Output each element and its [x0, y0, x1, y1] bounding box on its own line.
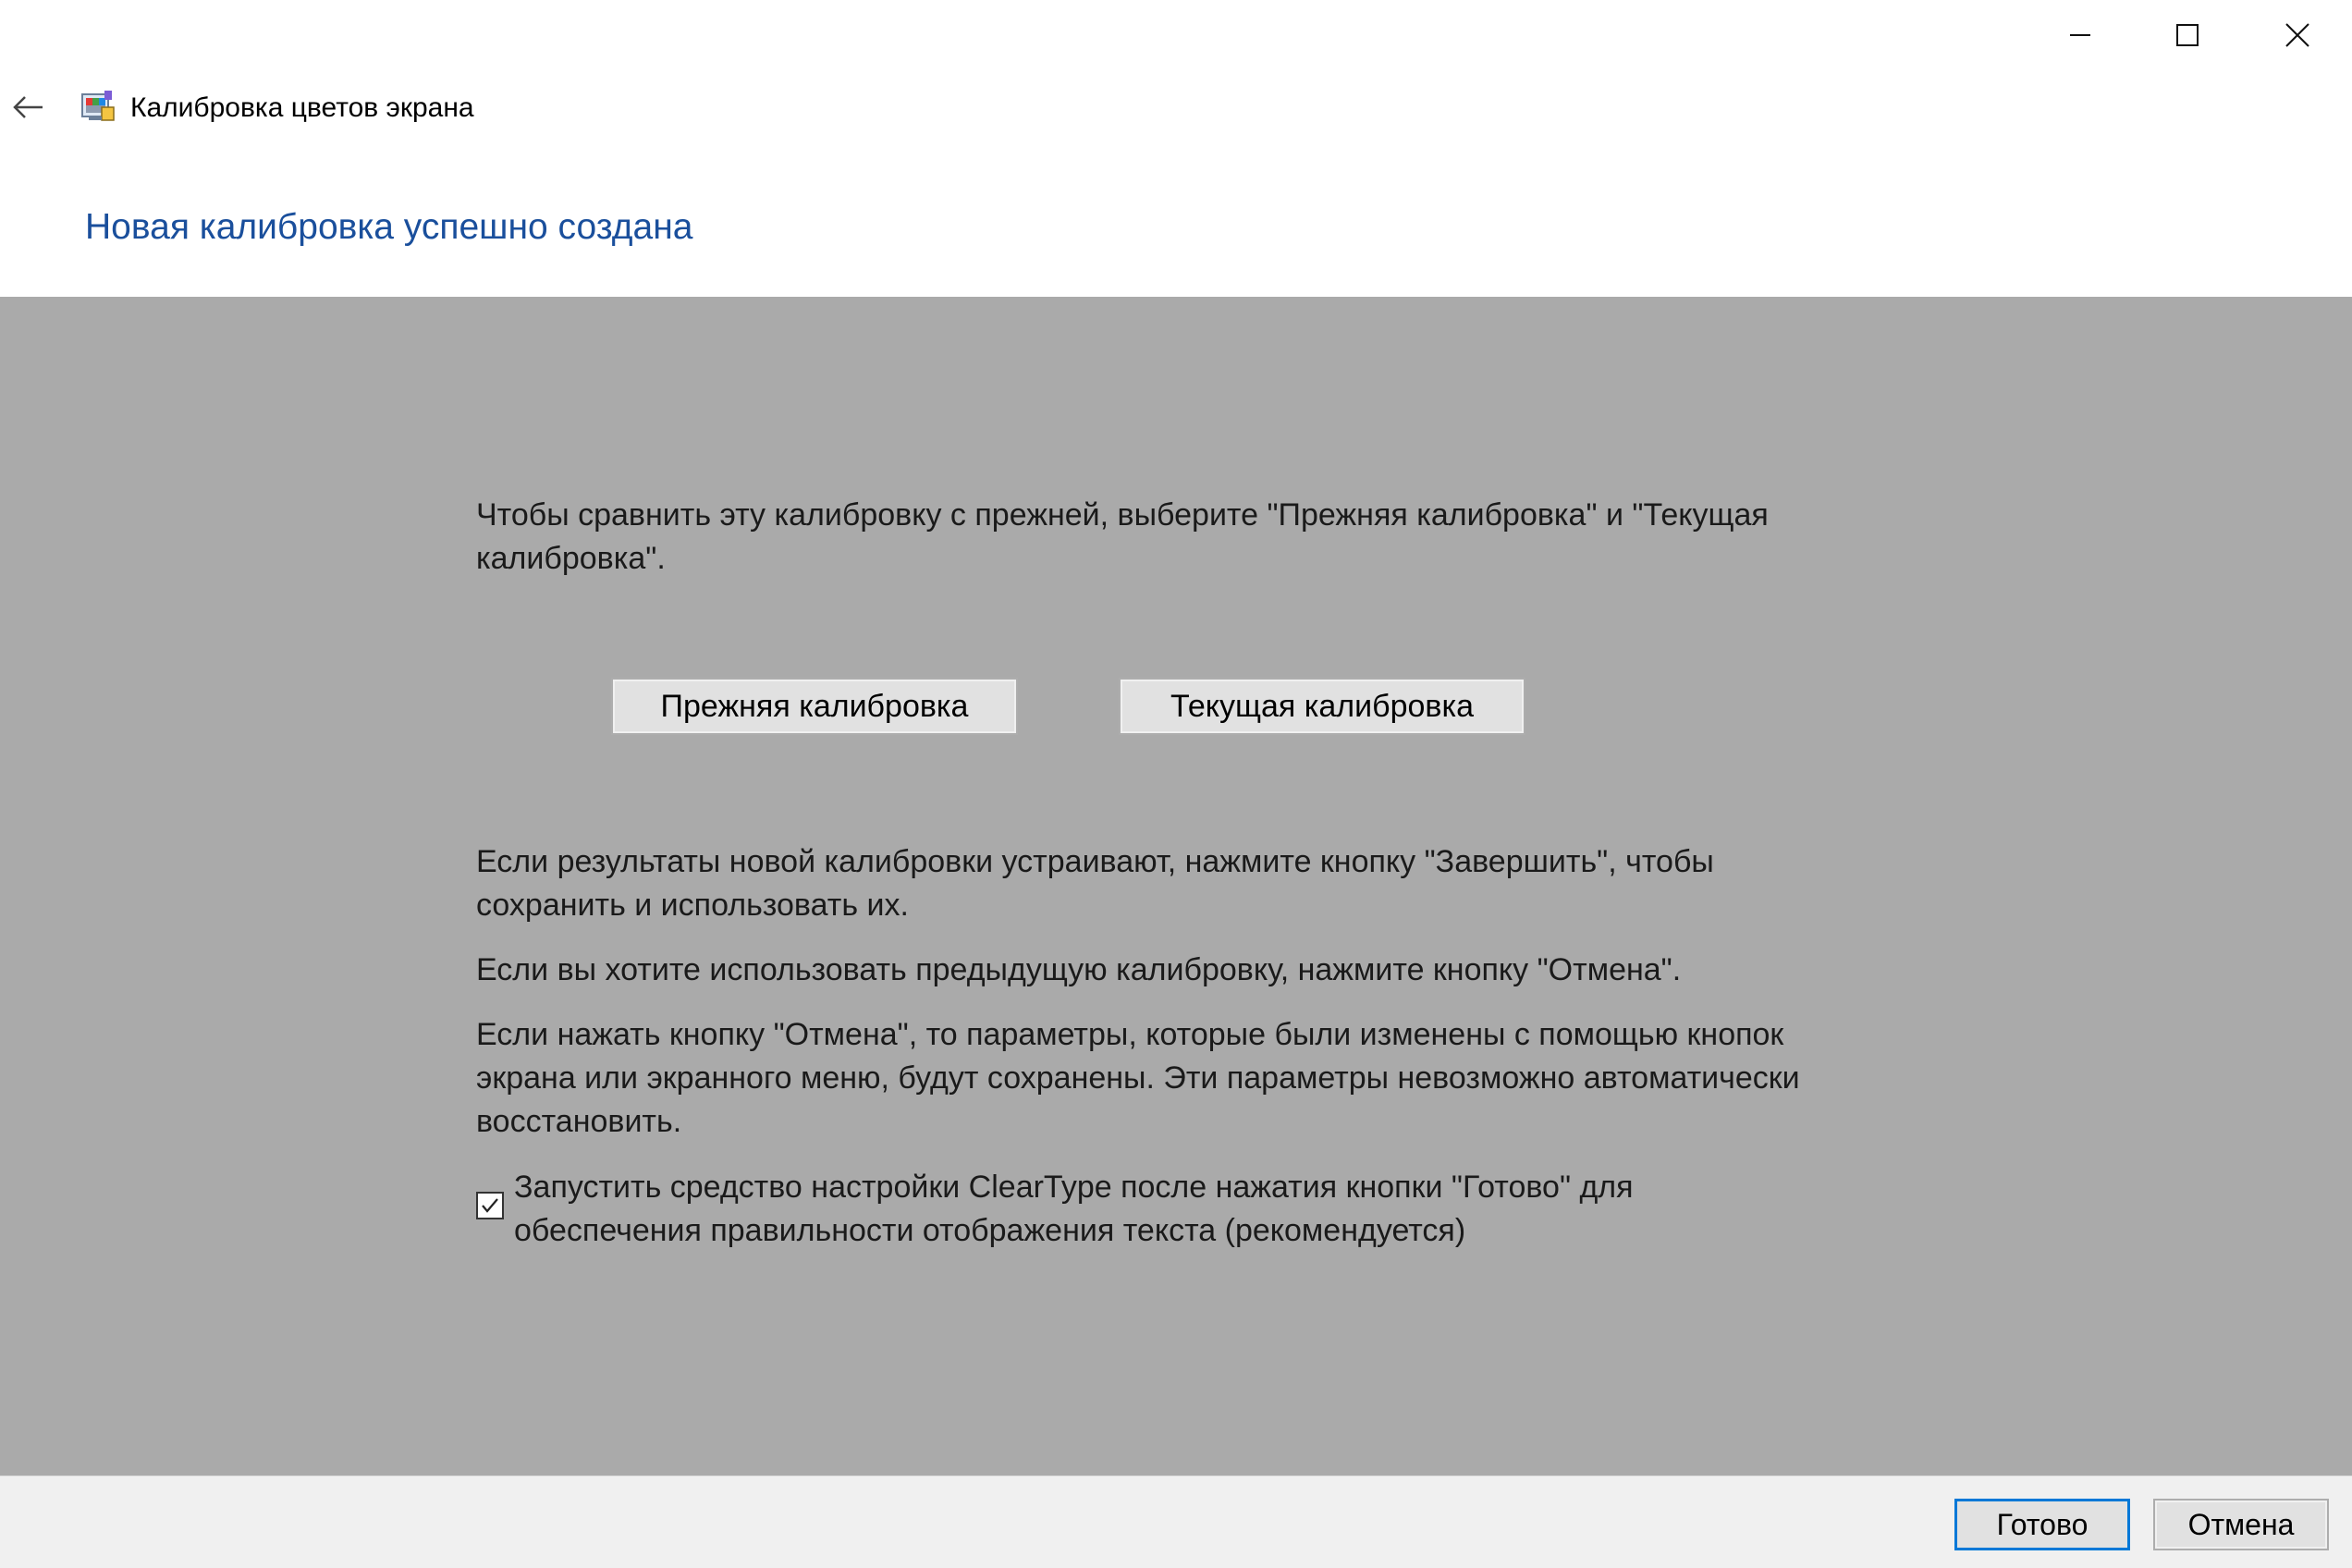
intro-text: Чтобы сравнить эту калибровку с прежней, выберите "Прежняя калибровка" и "Текущая калибровка".: [476, 497, 1769, 576]
done-button[interactable]: Готово: [1954, 1499, 2130, 1550]
current-calibration-button[interactable]: Текущая калибровка: [1119, 678, 1525, 735]
arrow-left-icon: [6, 89, 50, 126]
cancel-instructions-text: Если вы хотите использовать предыдущую калибровку, нажмите кнопку "Отмена".: [476, 952, 1682, 987]
checkmark-icon: [479, 1194, 501, 1217]
previous-calibration-button[interactable]: Прежняя калибровка: [611, 678, 1018, 735]
color-calibration-icon: [80, 89, 116, 126]
cleartype-checkbox-label[interactable]: Запустить средство настройки ClearType после нажатия кнопки "Готово" для обеспечения правильности отображения текста (рекомендуется): [514, 1170, 1634, 1248]
cleartype-checkbox[interactable]: [476, 1192, 504, 1219]
content-area: [0, 297, 2352, 1476]
cancel-button[interactable]: Отмена: [2153, 1499, 2329, 1550]
finish-instructions-text: Если результаты новой калибровки устраивают, нажмите кнопку "Завершить", чтобы сохранить и использовать их.: [476, 844, 1714, 923]
cancel-warning-text: Если нажать кнопку "Отмена", то параметры, которые были изменены с помощью кнопок экрана или экранного меню, будут сохранены. Эти параметры невозможно автоматически восстановить.: [476, 1017, 1800, 1139]
page-title: Новая калибровка успешно создана: [85, 207, 693, 247]
minimize-button[interactable]: [2025, 0, 2134, 70]
back-button[interactable]: [6, 89, 50, 126]
minimize-icon: [2025, 0, 2134, 70]
close-button[interactable]: [2243, 0, 2352, 70]
close-icon: [2243, 0, 2352, 70]
maximize-icon: [2134, 0, 2243, 70]
title-bar: [0, 0, 2352, 148]
maximize-button[interactable]: [2134, 0, 2243, 70]
footer-bar: [0, 1476, 2352, 1568]
window-title: Калибровка цветов экрана: [130, 92, 474, 123]
